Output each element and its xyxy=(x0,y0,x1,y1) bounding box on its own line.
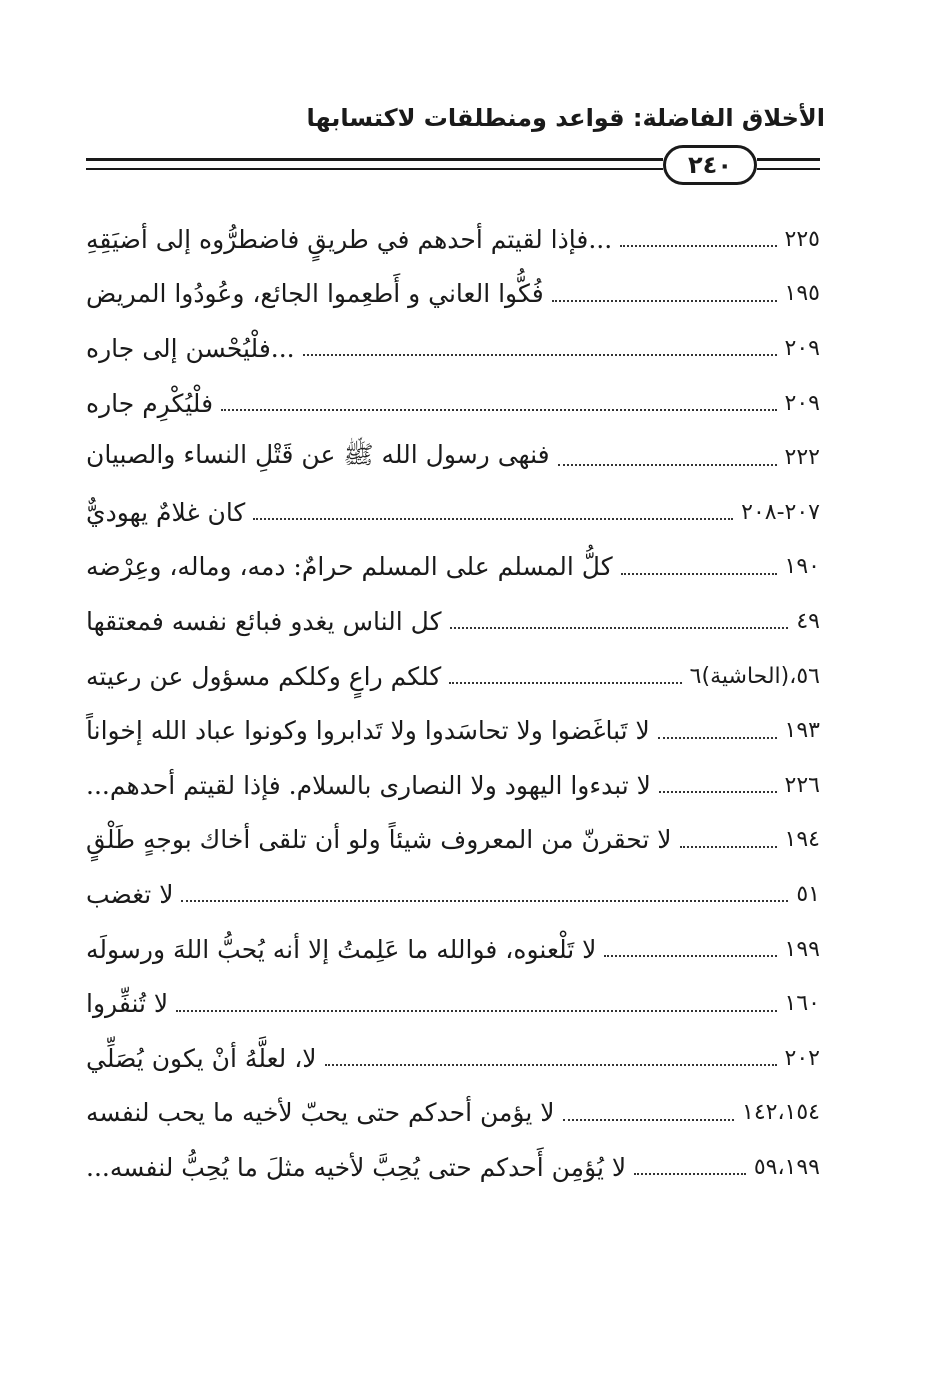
dot-leader xyxy=(680,846,777,848)
index-entry xyxy=(86,430,820,485)
entry-pages: ١٤٢،١٥٤ xyxy=(742,1100,820,1126)
dot-leader xyxy=(563,1119,735,1121)
entry-text: كان غلامٌ يهوديٌّ xyxy=(86,497,246,527)
entry-pages: ٢٢٦ xyxy=(784,772,820,798)
dot-leader xyxy=(449,682,681,684)
index-entry xyxy=(86,703,820,758)
index-entry xyxy=(86,1086,820,1141)
dot-leader xyxy=(450,627,789,629)
dot-leader xyxy=(552,300,777,302)
index-list xyxy=(86,212,820,1195)
entry-text: لا يؤمن أحدكم حتى يحبّ لأخيه ما يحب لنفسه xyxy=(86,1098,555,1128)
entry-pages: ٢٠٧-٢٠٨ xyxy=(741,499,820,525)
entry-text: كلكم راعٍ وكلكم مسؤول عن رعيته xyxy=(86,661,442,691)
dot-leader xyxy=(634,1173,746,1175)
entry-text: لا تغضب xyxy=(86,879,174,909)
entry-text: لا يُؤمِن أَحدكم حتى يُحِبَّ لأخيه مثلَ ما يُحِبُّ لنفسه... xyxy=(86,1152,627,1182)
entry-text: كل الناس يغدو فبائع نفسه فمعتقها xyxy=(86,606,442,636)
entry-pages: ٥١ xyxy=(796,881,820,907)
index-entry xyxy=(86,867,820,922)
entry-text: ...فلْيُحْسن إلى جاره xyxy=(86,333,295,363)
entry-text: لا، لعلَّهُ أنْ يكون يُصَلِّي xyxy=(86,1043,317,1073)
dot-leader xyxy=(620,245,776,247)
dot-leader xyxy=(621,573,777,575)
index-entry xyxy=(86,267,820,322)
index-entry xyxy=(86,1031,820,1086)
entry-pages: ١٩٩ xyxy=(784,936,820,962)
dot-leader xyxy=(253,518,733,520)
entry-pages: ٤٩ xyxy=(796,608,820,634)
dot-leader xyxy=(176,1010,776,1012)
entry-pages: ٢٠٩ xyxy=(784,390,820,416)
entry-text: لا تُنفِّروا xyxy=(86,989,169,1019)
entry-text: ...فإذا لقيتم أحدهم في طريقٍ فاضطرُّوه إلى أضيَقِهِ xyxy=(86,224,613,254)
entry-text: فلْيُكْرِم جاره xyxy=(86,388,214,418)
entry-text: لا تحقرنّ من المعروف شيئاً ولو أن تلقى أخاك بوجهٍ طَلْقٍ xyxy=(86,825,672,855)
entry-pages: ٢٢٢ xyxy=(784,445,820,471)
dot-leader xyxy=(325,1064,777,1066)
index-entry xyxy=(86,594,820,649)
dot-leader xyxy=(303,354,777,356)
entry-pages: ١٦٠ xyxy=(784,991,820,1017)
index-entry xyxy=(86,813,820,868)
index-entry xyxy=(86,758,820,813)
index-entry xyxy=(86,976,820,1031)
header-rule-right-top xyxy=(757,158,820,161)
index-entry xyxy=(86,485,820,540)
entry-pages: ١٩٥ xyxy=(784,281,820,307)
index-entry xyxy=(86,922,820,977)
dot-leader xyxy=(604,955,776,957)
entry-text: لا تبدءوا اليهود ولا النصارى بالسلام. فإذا لقيتم أحدهم... xyxy=(86,770,651,800)
header-rule-left-bottom xyxy=(86,168,663,170)
entry-pages: ١٩٤ xyxy=(784,827,820,853)
dot-leader xyxy=(221,409,777,411)
entry-pages: ٥٩،١٩٩ xyxy=(753,1154,820,1180)
entry-pages: ١٩٠ xyxy=(784,554,820,580)
page-number: ٢٤٠ xyxy=(688,151,732,179)
index-entry xyxy=(86,321,820,376)
entry-pages: ٢٢٥ xyxy=(784,226,820,252)
entry-text: لا تَلْعنوه، فوالله ما عَلِمتُ إلا أنه يُحبُّ اللهَ ورسولَه xyxy=(86,934,597,964)
entry-text: فنهى رسول الله ﷺ عن قَتْلِ النساء والصبيان xyxy=(86,440,550,470)
index-entry xyxy=(86,649,820,704)
header-rule-left-top xyxy=(86,158,663,161)
entry-pages: ١٩٣ xyxy=(784,718,820,744)
index-entry xyxy=(86,212,820,267)
entry-pages: ٢٠٢ xyxy=(784,1045,820,1071)
header-rule-right-bottom xyxy=(757,168,820,170)
entry-pages: ٥٦،(الحاشية)٦ xyxy=(689,663,820,689)
dot-leader xyxy=(181,900,788,902)
running-title: الأخلاق الفاضلة: قواعد ومنطلقات لاكتسابها xyxy=(306,104,825,132)
entry-text: فُكُّوا العاني و أَطعِموا الجائع، وعُودُوا المريض xyxy=(86,279,544,309)
dot-leader xyxy=(558,464,777,466)
index-entry xyxy=(86,1140,820,1195)
page-number-badge xyxy=(663,145,757,185)
index-entry xyxy=(86,540,820,595)
index-entry xyxy=(86,376,820,431)
entry-text: لا تَباغَضوا ولا تحاسَدوا ولا تَدابروا وكونوا عباد الله إخواناً xyxy=(86,716,650,746)
dot-leader xyxy=(659,791,777,793)
dot-leader xyxy=(658,737,777,739)
entry-pages: ٢٠٩ xyxy=(784,335,820,361)
entry-text: كلُّ المسلم على المسلم حرامٌ: دمه، وماله، وعِرْضه xyxy=(86,552,613,582)
